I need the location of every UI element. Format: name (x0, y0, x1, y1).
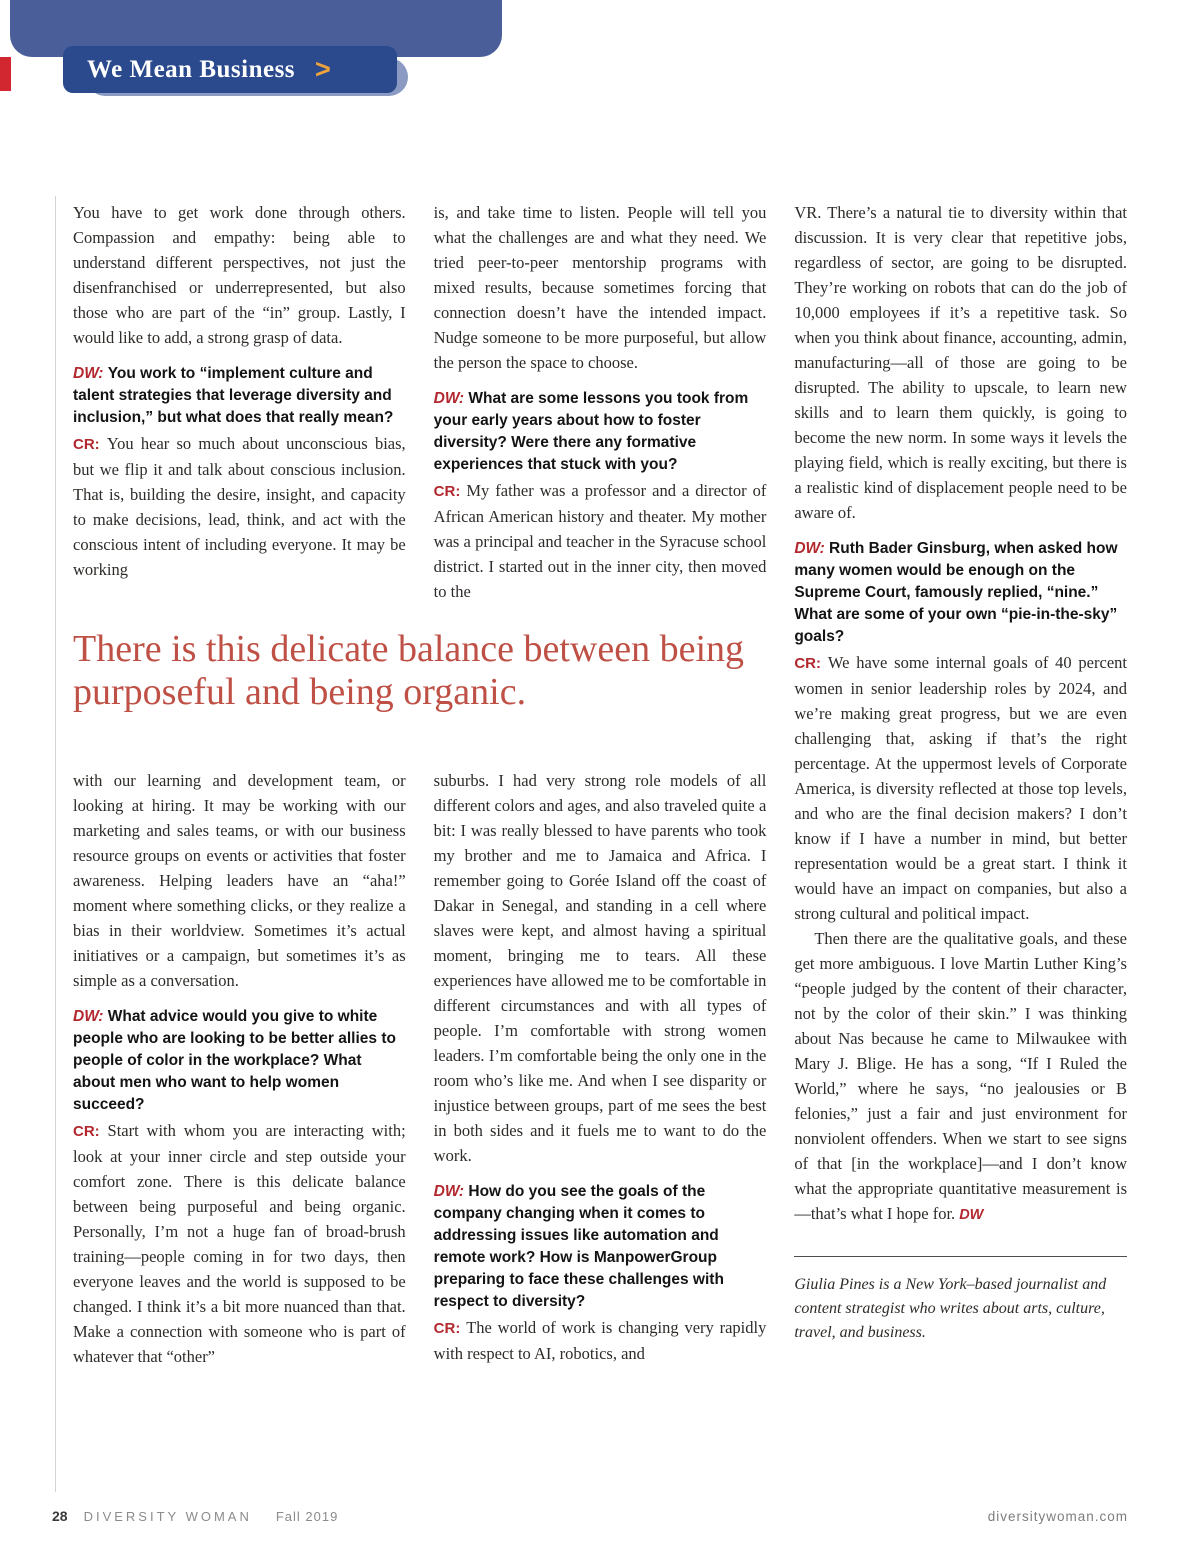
interview-question: DW: You work to “implement culture and talent strategies that leverage diversity and inclusion,” but what does that really mean? (73, 365, 394, 426)
issue-date: Fall 2019 (275, 1509, 339, 1524)
interview-answer: CR: We have some internal goals of 40 percent women in senior leadership roles by 2024, and we’re making great progress, but we are even challenging that, asking if that’s the right percentage. At the uppermost levels of Corporate America, is diversity reflected at those top levels, and who are the final decision makers? I don’t know if I have a number in mind, but better representation would be a great start. I think it would have an impact on companies, but also a strong cultural and political impact. (794, 653, 1127, 923)
column-two-top (434, 200, 767, 604)
body-paragraph: is, and take time to listen. People will tell you what the challenges are and what they need. We tried peer-to-peer mentorship programs with mixed results, because sometimes forcing that connection doesn’t have the intended impact. Nudge someone to be more purposeful, but allow the person the space to choose. (433, 203, 767, 372)
interview-question: DW: What are some lessons you took from your early years about how to foster diversity? Were there any formative experiences that stuck with you? (433, 390, 749, 473)
article-body (73, 200, 1127, 1369)
body-paragraph: VR. There’s a natural tie to diversity within that discussion. It is very clear that repetitive jobs, regardless of sector, are going to be disrupted. They’re working on robots that can do the job of 10,000 employees if it’s a repetitive task. So when you think about finance, accounting, admin, manufacturing—all of those are going to be disrupted. The ability to upscale, to learn new skills and to learn them quickly, is going to become the new norm. In some ways it levels the playing field, which is really exciting, but there is a realistic kind of displacement people need to be aware of. (794, 203, 1127, 522)
page-footer (52, 1508, 1128, 1524)
column-three (794, 200, 1127, 1369)
speaker-label: CR: (433, 1320, 467, 1337)
author-bio: Giulia Pines is a New York–based journalist and content strategist who writes about arts, culture, travel, and business. (794, 1276, 1107, 1341)
pull-quote: There is this delicate balance between being purposeful and being organic. (73, 628, 745, 713)
body-paragraph: Then there are the qualitative goals, and these get more ambiguous. I love Martin Luther King’s “people judged by the content of their character, not by the color of their skin.” I was thinking about Nas because he came to Milwaukee with Mary J. Blige. He has a song, “If I Ruled the World,” where he says, “no jealousies or B felonies,” just a fair and just environment for nonviolent offenders. When we start to see signs of that [in the workplace]—and I don’t know what the appropriate quantitative measurement is—that’s what I hope for. DW (794, 929, 1127, 1223)
speaker-label: CR: (433, 483, 467, 500)
body-paragraph: You have to get work done through others. Compassion and empathy: being able to understand different perspectives, not just the disenfranchised or underrepresented, but also those who are part of the “in” group. Lastly, I would like to add, a strong grasp of data. (73, 203, 406, 347)
page-number: 28 (52, 1508, 68, 1524)
interview-answer: CR: You hear so much about unconscious bias, but we flip it and talk about conscious inclusion. That is, building the desire, insight, and capacity to make decisions, lead, think, and act with the conscious intent of including everyone. It may be working (73, 434, 406, 579)
section-badge-label: We Mean Business (87, 55, 296, 83)
speaker-label: CR: (794, 655, 828, 672)
body-paragraph: with our learning and development team, or looking at hiring. It may be working with our marketing and sales teams, or with our business resource groups on events or activities that foster awareness. Helping leaders have an “aha!” moment where something clicks, or they realize a bias in their worldview. Sometimes it’s actual initiatives or a campaign, but sometimes it’s as simple as a conversation. (73, 771, 406, 990)
interview-answer: CR: My father was a professor and a director of African American history and theater. My mother was a principal and teacher in the Syracuse school district. I started out in the inner city, then moved to the (433, 481, 767, 601)
interview-answer: CR: The world of work is changing very rapidly with respect to AI, robotics, and (433, 1318, 767, 1363)
speaker-label: DW: (73, 365, 108, 382)
interview-question: DW: How do you see the goals of the company changing when it comes to addressing issues like automation and remote work? How is ManpowerGroup preparing to face these challenges with respect to diversity? (433, 1183, 724, 1310)
website-link[interactable]: diversitywoman.com (987, 1509, 1128, 1524)
interview-question: DW: Ruth Bader Ginsburg, when asked how many women would be enough on the Supreme Court, famously replied, “nine.” What are some of your own “pie-in-the-sky” goals? (794, 540, 1118, 645)
bio-divider (794, 1256, 1127, 1257)
red-edge-tab (0, 57, 11, 91)
speaker-label: DW: (794, 540, 830, 557)
speaker-label: CR: (73, 436, 107, 453)
body-paragraph: suburbs. I had very strong role models of all different colors and ages, and also traveled quite a bit: I was really blessed to have parents who took my brother and me to Jamaica and Africa. I remember going to Gorée Island off the coast of Dakar in Senegal, and standing in a cell where slaves were kept, and almost having a spiritual moment, bringing me to tears. All these experiences have allowed me to be comfortable in different circumstances and with all types of people. I’m comfortable with strong women leaders. I’m comfortable being the only one in the room who’s like me. And when I see disparity or injustice between groups, part of me sees the best in both sides and it fuels me to want to do the work. (433, 771, 767, 1165)
speaker-label: CR: (73, 1123, 108, 1140)
upper-two-columns (73, 200, 766, 604)
speaker-label: DW: (73, 1008, 108, 1025)
chevron-right-icon: > (315, 54, 331, 84)
interview-question: DW: What advice would you give to white people who are looking to be better allies to people of color in the workplace? What about men who want to help women succeed? (73, 1008, 396, 1113)
column-one-bottom (73, 768, 406, 1369)
column-one-top (73, 200, 406, 582)
interview-answer: CR: Start with whom you are interacting with; look at your inner circle and step outside your comfort zone. There is this delicate balance between being purposeful and being organic. Personally, I’m not a huge fan of broad-brush training—people coming in for two days, then everyone leaves and the world is supposed to be changed. I think it’s a bit more nuanced than that. Make a connection with someone who is part of whatever that “other” (73, 1121, 406, 1366)
section-badge (63, 46, 397, 93)
end-mark: DW (955, 1207, 984, 1223)
speaker-label: DW: (433, 1183, 469, 1200)
column-two-bottom (434, 768, 767, 1366)
lower-two-columns (73, 768, 766, 1369)
magazine-name: DIVERSITY WOMAN (83, 1509, 252, 1524)
speaker-label: DW: (433, 390, 469, 407)
left-two-column-group (73, 200, 766, 1369)
left-margin-rule (55, 196, 56, 1492)
